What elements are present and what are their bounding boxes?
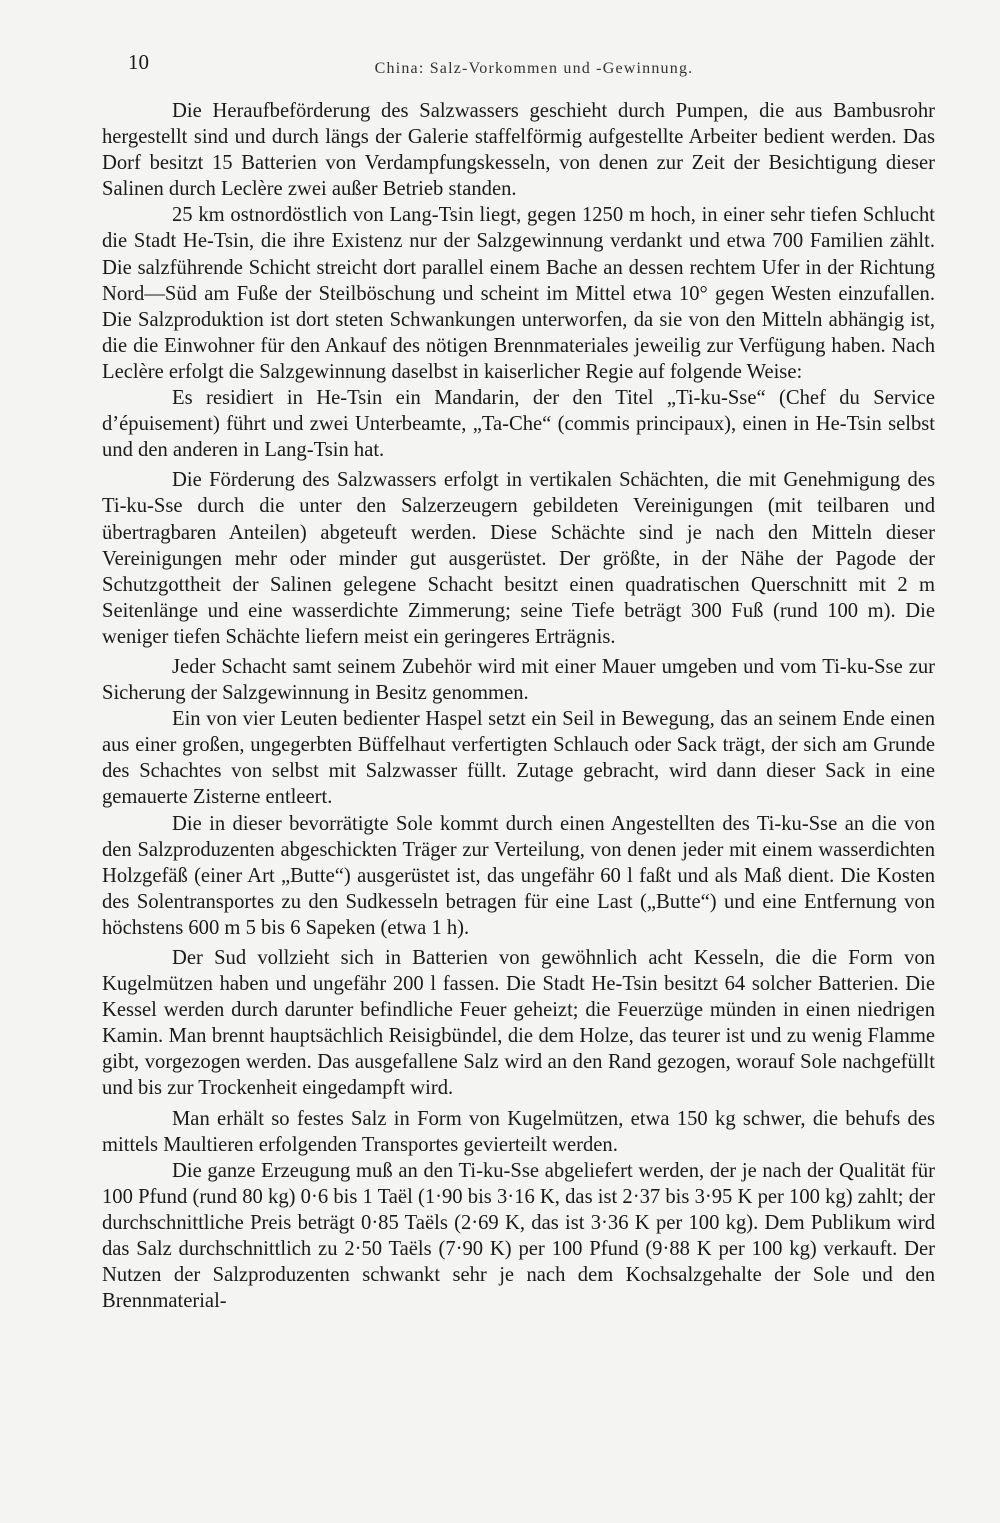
running-head: China: Salz-Vorkommen und -Gewinnung. [374,60,694,77]
page-header [128,50,940,80]
paragraph-10: Die ganze Erzeugung muß an den Ti-ku-Sse abgeliefert werden, der je nach der Qualität für 100 Pfund (rund 80 kg) 0·6 bis 1 Taël (1·90 bis 3·16 K, das ist 2·37 bis 3·95 K per 100 kg) zahlt; der durchschnittliche Preis beträgt 0·85 Taëls (2·69 K, das ist 3·36 K per 100 kg). Dem Publikum wird das Salz durchschnittlich zu 2·50 Taëls (7·90 K) per 100 Pfund (9·88 K per 100 kg) verkauft. Der Nutzen der Salzproduzenten schwankt sehr je nach dem Kochsalzgehalte der Sole und den Brennmaterial- [102,1159,935,1313]
paragraph-4: Die Förderung des Salzwassers erfolgt in vertikalen Schächten, die mit Genehmigung des Ti-ku-Sse durch die unter den Salzerzeugern gebildeten Vereinigungen (mit teilbaren und übertragbaren Anteilen) abgeteuft werden. Diese Schächte sind je nach den Mitteln dieser Vereinigungen mehr oder minder gut ausgerüstet. Der größte, in der Nähe der Pagode der Schutzgottheit der Salinen gelegene Schacht besitzt einen quadratischen Querschnitt mit 2 m Seitenlänge und eine wasserdichte Zimmerung; seine Tiefe beträgt 300 Fuß (rund 100 m). Die weniger tiefen Schächte liefern meist ein geringeres Erträgnis. [102,469,935,648]
paragraph-9: Man erhält so festes Salz in Form von Kugelmützen, etwa 150 kg schwer, die behufs des mittels Maultieren erfolgenden Transportes gevierteilt werden. [102,1107,935,1156]
page-number: 10 [128,50,149,74]
paragraph-2: 25 km ostnordöstlich von Lang-Tsin liegt, gegen 1250 m hoch, in einer sehr tiefen Schlucht die Stadt He-Tsin, die ihre Existenz nur der Salzgewinnung verdankt und etwa 700 Familien zählt. Die salzführende Schicht streicht dort parallel einem Bache an dessen rechtem Ufer in der Richtung Nord—Süd am Fuße der Steilböschung und scheint im Mittel etwa 10° gegen Westen einzufallen. Die Salzproduktion ist dort steten Schwankungen unterworfen, da sie von den Mitteln abhängig ist, die die Einwohner für den Ankauf des nötigen Brennmateriales jeweilig zur Verfügung haben. Nach Leclère erfolgt die Salzgewinnung daselbst in kaiserlicher Regie auf folgende Weise: [102,204,935,383]
paragraph-3: Es residiert in He-Tsin ein Mandarin, der den Titel „Ti-ku-Sse“ (Chef du Service d’épuisement) führt und zwei Unterbeamte, „Ta-Che“ (commis principaux), einen in He-Tsin selbst und den anderen in Lang-Tsin hat. [102,387,935,462]
paragraph-7: Die in dieser bevorrätigte Sole kommt durch einen Angestellten des Ti-ku-Sse an die von den Salzproduzenten abgeschickten Träger zur Verteilung, von denen jeder mit einem wasserdichten Holzgefäß (einer Art „Butte“) ausgerüstet ist, das ungefähr 60 l faßt und als Maß dient. Die Kosten des Solentransportes zu den Sudkesseln betragen für eine Last („Butte“) und eine Entfernung von höchstens 600 m 5 bis 6 Sapeken (etwa 1 h). [102,812,935,939]
paragraph-8: Der Sud vollzieht sich in Batterien von gewöhnlich acht Kesseln, die die Form von Kugelmützen haben und ungefähr 200 l fassen. Die Stadt He-Tsin besitzt 64 solcher Batterien. Die Kessel werden durch darunter befindliche Feuer geheizt; die Feuerzüge münden in einen niedrigen Kamin. Man brennt hauptsächlich Reisigbündel, die dem Holze, das teurer ist und zu wenig Flamme gibt, vorgezogen werden. Das ausgefallene Salz wird an den Rand gezogen, worauf Sole nachgefüllt und bis zur Trockenheit eingedampft wird. [102,947,935,1100]
body-text [102,98,935,1314]
paragraph-5: Jeder Schacht samt seinem Zubehör wird mit einer Mauer umgeben und vom Ti-ku-Sse zur Sicherung der Salzgewinnung in Besitz genommen. [102,655,935,705]
paragraph-6: Ein von vier Leuten bedienter Haspel setzt ein Seil in Bewegung, das an seinem Ende einen aus einer großen, ungegerbten Büffelhaut verfertigten Schlauch oder Sack trägt, der sich am Grunde des Schachtes von selbst mit Salzwasser füllt. Zutage gebracht, wird dann dieser Sack in eine gemauerte Zisterne entleert. [102,708,935,809]
paragraph-1: Die Heraufbeförderung des Salzwassers geschieht durch Pumpen, die aus Bambusrohr hergestellt sind und durch längs der Galerie staffelförmig aufgestellte Arbeiter bedient werden. Das Dorf besitzt 15 Batterien von Verdampfungskesseln, von denen zur Zeit der Besichtigung dieser Salinen durch Leclère zwei außer Betrieb standen. [102,100,935,201]
